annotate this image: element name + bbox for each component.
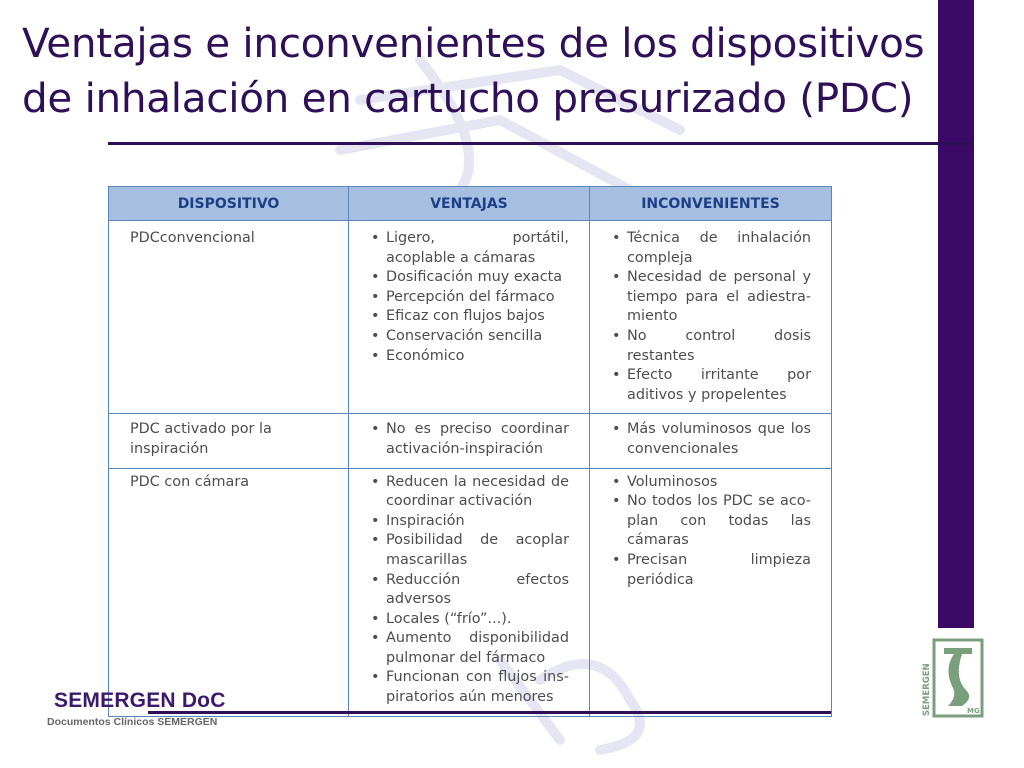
list-item: • No todos los PDC se aco-plan con todas las cámaras xyxy=(611,492,811,551)
list-item: • Conservación sencilla xyxy=(370,327,569,347)
list-item: • Dosificación muy exacta xyxy=(370,268,569,288)
list-item: • Eficaz con flujos bajos xyxy=(370,307,569,327)
logo-vertical-label: SEMERGEN xyxy=(922,663,932,716)
table-row xyxy=(109,414,832,468)
ventajas-list xyxy=(370,473,569,708)
device-cell: PDCconvencional xyxy=(109,221,349,414)
list-item: • No es preciso coordinar activación-inspiración xyxy=(370,420,569,459)
footer-divider xyxy=(148,711,831,714)
device-cell: PDC activado por la inspiración xyxy=(109,414,349,468)
list-item: • Voluminosos xyxy=(611,473,811,493)
list-item: • Percepción del fármaco xyxy=(370,288,569,308)
ventajas-list xyxy=(370,229,569,366)
table-row xyxy=(109,468,832,716)
inconvenientes-cell xyxy=(590,221,832,414)
list-item: • Inspiración xyxy=(370,512,569,532)
brand-name: SEMERGEN DoC xyxy=(54,689,226,712)
device-cell: PDC con cámara xyxy=(109,468,349,716)
header-ventajas: VENTAJAS xyxy=(349,187,590,221)
inconvenientes-list xyxy=(611,229,811,405)
list-item: • Reducción efectos adversos xyxy=(370,571,569,610)
title-divider xyxy=(108,142,974,145)
list-item: • Más voluminosos que los convencionales xyxy=(611,420,811,459)
ventajas-list xyxy=(370,420,569,459)
header-inconvenientes: INCONVENIENTES xyxy=(590,187,832,221)
list-item: • Precisan limpieza periódica xyxy=(611,551,811,590)
list-item: • Reducen la necesidad de coordinar activación xyxy=(370,473,569,512)
list-item: • Ligero, portátil, acoplable a cámaras xyxy=(370,229,569,268)
logo-vertical-text xyxy=(918,640,932,718)
list-item: • Posibilidad de acoplar mascarillas xyxy=(370,531,569,570)
right-accent-bar xyxy=(938,0,974,628)
list-item: • Funcionan con flujos ins-piratorios aún menores xyxy=(370,668,569,707)
list-item: • Técnica de inhalación compleja xyxy=(611,229,811,268)
inconvenientes-list xyxy=(611,473,811,591)
comparison-table xyxy=(108,186,832,717)
ventajas-cell xyxy=(349,414,590,468)
brand-subtitle: Documentos Clínicos SEMERGEN xyxy=(47,716,218,728)
list-item: • Locales (“frío”...). xyxy=(370,610,569,630)
inconvenientes-list xyxy=(611,420,811,459)
table-header-row xyxy=(109,187,832,221)
slide-title xyxy=(22,16,932,126)
list-item: • Económico xyxy=(370,347,569,367)
table-row xyxy=(109,221,832,414)
list-item: • Aumento disponibilidad pulmonar del fármaco xyxy=(370,629,569,668)
ventajas-cell xyxy=(349,221,590,414)
header-dispositivo: DISPOSITIVO xyxy=(109,187,349,221)
slide-title-line-2: de inhalación en cartucho presurizado (PDC) xyxy=(22,74,914,122)
list-item: • Necesidad de personal y tiempo para el adiestra-miento xyxy=(611,268,811,327)
inconvenientes-cell xyxy=(590,468,832,716)
list-item: • Efecto irritante por aditivos y propelentes xyxy=(611,366,811,405)
list-item: • No control dosis restantes xyxy=(611,327,811,366)
logo-badge-text: MG xyxy=(967,707,980,715)
slide-title-line-1: Ventajas e inconvenientes de los dispositivos xyxy=(22,19,925,67)
inconvenientes-cell xyxy=(590,414,832,468)
ventajas-cell xyxy=(349,468,590,716)
